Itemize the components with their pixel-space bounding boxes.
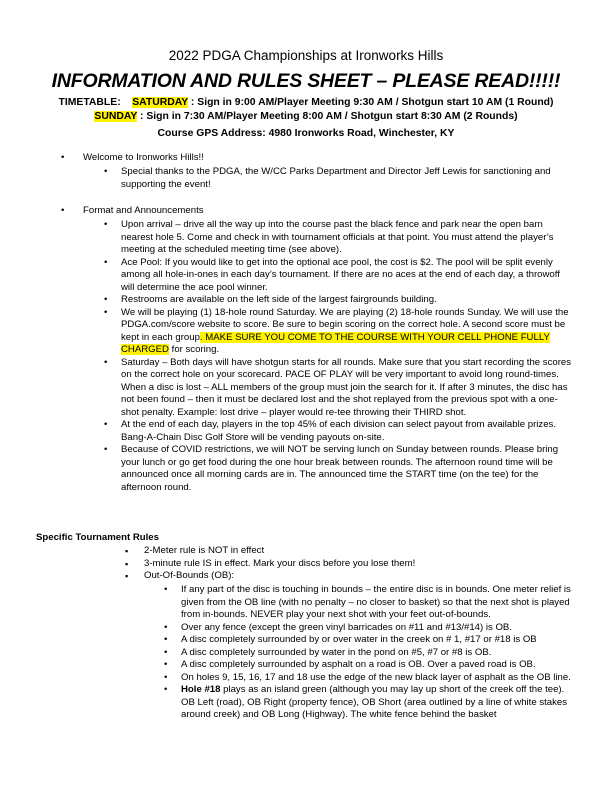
rules-list — [144, 545, 574, 583]
format-item-scoring — [121, 307, 574, 357]
welcome-heading: • Welcome to Ironworks Hills!! — [83, 152, 573, 165]
timetable-label: TIMETABLE: — [58, 97, 121, 108]
format-item-arrival: • Upon arrival – drive all the way up into the course past the black fence and park near the open barn nearest hole 5. Come and check in with tournament officials at that point. You must attend the player’s meeting at the scheduled meeting time (see above). — [121, 219, 574, 257]
gps-address: Course GPS Address: 4980 Ironworks Road, Winchester, KY — [157, 128, 455, 139]
welcome-list — [83, 152, 573, 165]
rule-out-of-bounds: ▪ Out-Of-Bounds (OB): — [144, 570, 574, 583]
ob-rule-creek: • A disc completely surrounded by or over water in the creek on # 1, #17 or #18 is OB — [181, 634, 574, 647]
ob-rule-road: • A disc completely surrounded by asphalt on a road is OB. Over a paved road is OB. — [181, 659, 574, 672]
ob-rule-hole-18 — [181, 684, 574, 722]
saturday-label: SATURDAY — [132, 97, 189, 108]
saturday-schedule: : Sign in 9:00 AM/Player Meeting 9:30 AM / Shotgun start 10 AM (1 Round) — [188, 97, 554, 108]
scoring-highlight: . MAKE SURE YOU COME TO THE COURSE WITH YOUR CELL PHONE FULLY CHARGED — [121, 331, 550, 355]
format-sublist — [121, 219, 574, 494]
ob-rule-fence: • Over any fence (except the green vinyl barricades on #11 and #13/#14) is OB. — [181, 622, 574, 635]
format-heading: • Format and Announcements — [83, 205, 573, 218]
ob-rule-asphalt: • On holes 9, 15, 16, 17 and 18 use the edge of the new black layer of asphalt as the OB line. — [181, 672, 574, 685]
format-item-restrooms: • Restrooms are available on the left side of the largest fairgrounds building. — [121, 294, 574, 307]
welcome-item: • Special thanks to the PDGA, the W/CC Parks Department and Director Jeff Lewis for sanctioning and supporting the event! — [121, 166, 573, 191]
format-list — [83, 205, 573, 218]
ob-rule-pond: • A disc completely surrounded by water in the pond on #5, #7 or #8 is OB. — [181, 647, 574, 660]
sunday-schedule: : Sign in 7:30 AM/Player Meeting 8:00 AM / Shotgun start 8:30 AM (2 Rounds) — [137, 111, 518, 122]
rule-three-minute: ▪ 3-minute rule IS in effect. Mark your discs before you lose them! — [144, 558, 574, 571]
rules-heading: Specific Tournament Rules — [36, 532, 159, 543]
format-item-payout: • At the end of each day, players in the top 45% of each division can select payout from available prizes. Bang-A-Chain Disc Golf Store will be vending payouts on-site. — [121, 419, 574, 444]
document-title: 2022 PDGA Championships at Ironworks Hills — [168, 48, 444, 63]
ob-rule-in-bounds: • If any part of the disc is touching in bounds – the entire disc is in bounds. One meter relief is given from the OB line (with no penalty – no closer to basket) so that the next shot is played from in-bounds. NEVER play your next shot with your feet out-of-bounds. — [181, 584, 574, 622]
timetable-sunday — [0, 111, 612, 122]
hole-18-text: plays as an island green (although you may lay up short of the creek off the tee). OB Left (road), OB Right (property fence), OB Short (area outlined by a line of white stakes around creek) and OB Long (Highway). The white fence behind the basket — [181, 684, 568, 720]
sunday-label: SUNDAY — [94, 111, 138, 122]
rule-two-meter: ▪ 2-Meter rule is NOT in effect — [144, 545, 574, 558]
format-item-shotgun: • Saturday – Both days will have shotgun starts for all rounds. Make sure that you start recording the scores on the correct hole on your scorecard. PACE OF PLAY will be very important to avoid long round-times. When a disc is lost – ALL members of the group must join the search for it. If after 3 minutes, the disc has not been found – then it must be declared lost and the shot replayed from the previous spot with a one-shot penalty. Example: lost drive – player would re-tee throwing their THIRD shot. — [121, 357, 574, 420]
format-item-ace-pool: • Ace Pool: If you would like to get into the optional ace pool, the cost is $2. The pool will be split evenly among all hole-in-ones in each day’s tournament. If there are no aces at the end of each day, a throwoff will determine the ace pool winner. — [121, 257, 574, 295]
document-headline: INFORMATION AND RULES SHEET – PLEASE READ!!!!! — [51, 70, 561, 92]
scoring-text: We will be playing (1) 18-hole round Saturday. We are playing (2) 18-hole rounds Sunday. We will use the PDGA.com/score website to score. Be sure to begin scoring on the correct hole. A second score must be kept in each group — [121, 306, 569, 343]
timetable-saturday — [0, 97, 612, 108]
welcome-sublist — [121, 166, 573, 191]
hole-18-label: Hole #18 — [181, 684, 221, 695]
format-item-covid: • Because of COVID restrictions, we will NOT be serving lunch on Sunday between rounds. Please bring your lunch or go get food during the one hour break between rounds. The afternoon round time will be announced once all morning cards are in. The announced time the START time (on the tee) for the afternoon round. — [121, 444, 574, 494]
scoring-tail: for scoring. — [168, 344, 220, 355]
ob-rules-list — [181, 584, 574, 722]
